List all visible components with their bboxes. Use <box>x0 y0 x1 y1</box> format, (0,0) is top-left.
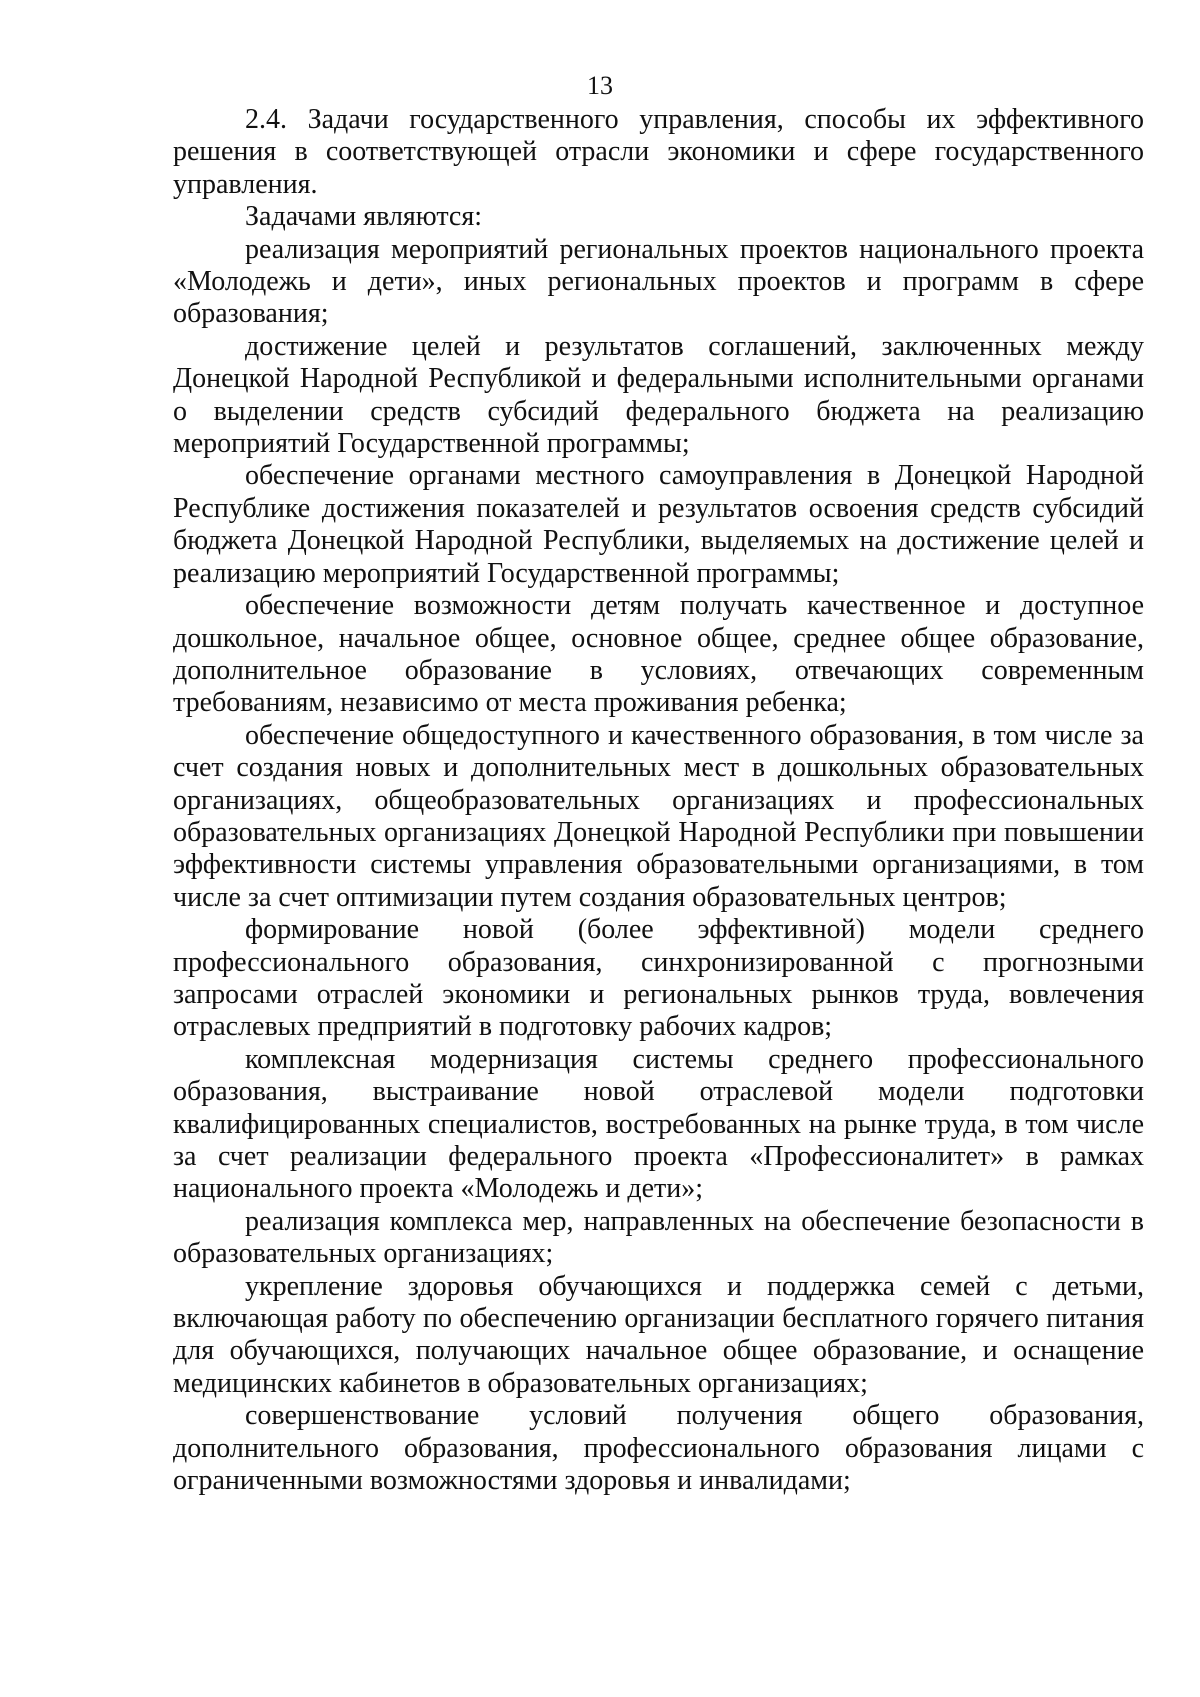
task-item: формирование новой (более эффективной) модели среднего профессионального образования, синхронизированной с прогнозными запросами отраслей экономики и региональных рынков труда, вовлечения отраслевых предприятий в подготовку рабочих кадров; <box>173 914 1144 1043</box>
task-item: обеспечение возможности детям получать качественное и доступное дошкольное, начальное общее, основное общее, среднее общее образование, дополнительное образование в условиях, отвечающих современным требованиям, независимо от места проживания ребенка; <box>173 590 1144 719</box>
section-intro: Задачами являются: <box>245 201 483 233</box>
page-number: 13 <box>587 71 613 100</box>
section-heading: 2.4. Задачи государственного управления, способы их эффективного решения в соответствующей отрасли экономики и сфере государственного управления. <box>173 104 1144 200</box>
task-item: комплексная модернизация системы среднего профессионального образования, выстраивание новой отраслевой модели подготовки квалифицированных специалистов, востребованных на рынке труда, в том числе за счет реализации федерального проекта «Профессионалитет» в рамках национального проекта «Молодежь и дети»; <box>173 1043 1144 1205</box>
task-item: обеспечение органами местного самоуправления в Донецкой Народной Республике достижения показателей и результатов освоения средств субсидий бюджета Донецкой Народной Республики, выделяемых на достижение целей и реализацию мероприятий Государственной программы; <box>173 460 1144 589</box>
task-item: реализация комплекса мер, направленных на обеспечение безопасности в образовательных организациях; <box>173 1205 1144 1270</box>
document-body <box>173 104 1144 1497</box>
task-item: обеспечение общедоступного и качественного образования, в том числе за счет создания новых и дополнительных мест в дошкольных образовательных организациях, общеобразовательных организациях и профессиональных образовательных организациях Донецкой Народной Республики при повышении эффективности системы управления образовательными организациями, в том числе за счет оптимизации путем создания образовательных центров; <box>173 719 1144 913</box>
task-item: достижение целей и результатов соглашений, заключенных между Донецкой Народной Республикой и федеральными исполнительными органами о выделении средств субсидий федерального бюджета на реализацию мероприятий Государственной программы; <box>173 330 1144 460</box>
task-item: реализация мероприятий региональных проектов национального проекта «Молодежь и дети», иных региональных проектов и программ в сфере образования; <box>173 233 1144 330</box>
task-item: совершенствование условий получения общего образования, дополнительного образования, профессионального образования лицами с ограниченными возможностями здоровья и инвалидами; <box>173 1400 1144 1497</box>
task-item: укрепление здоровья обучающихся и поддержка семей с детьми, включающая работу по обеспечению организации бесплатного горячего питания для обучающихся, получающих начальное общее образование, и оснащение медицинских кабинетов в образовательных организациях; <box>173 1270 1144 1399</box>
